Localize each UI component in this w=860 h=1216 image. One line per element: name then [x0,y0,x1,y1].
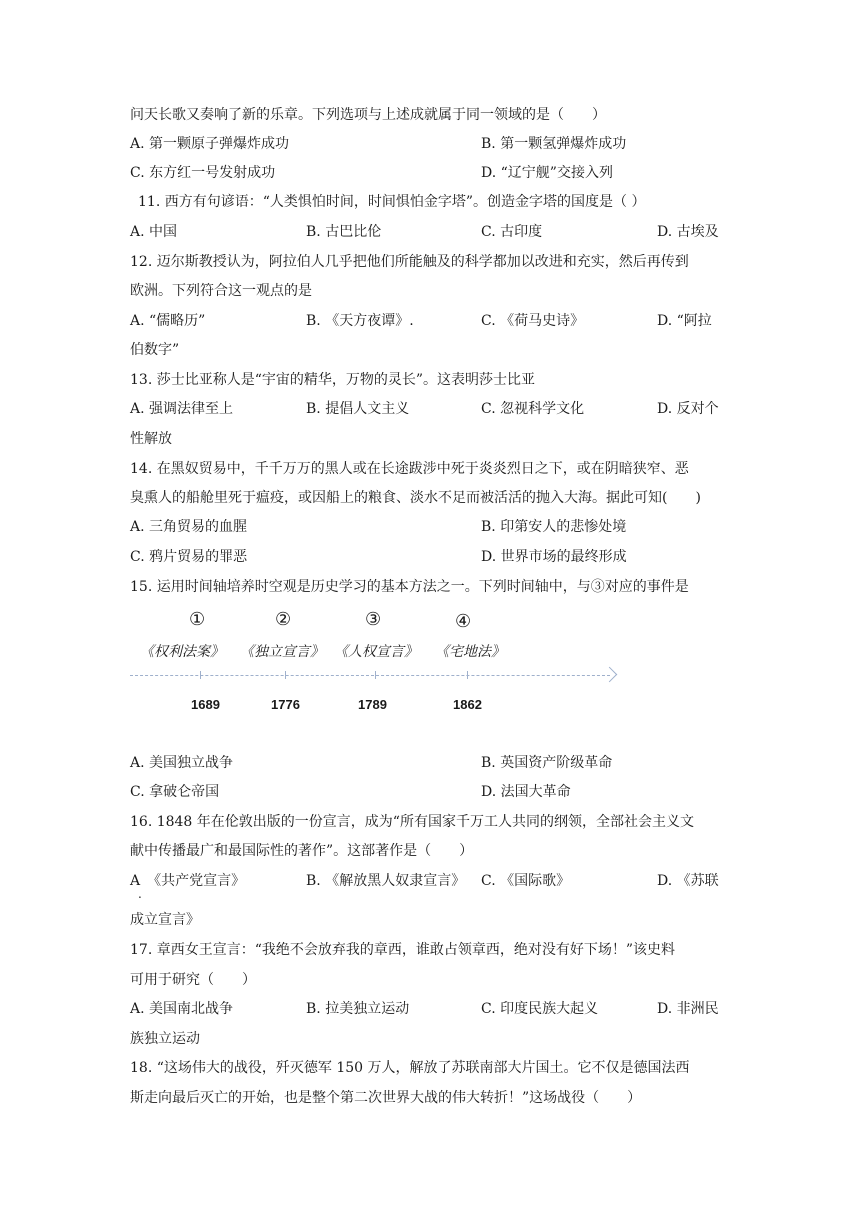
q11-option-b: B. 古巴比伦 [306,224,382,240]
q11-option-a: A. 中国 [130,224,178,240]
q15-option-a: A. 美国独立战争 [130,755,234,771]
timeline-doc-3: 《人权宣言》 [334,644,418,660]
q10-stem-tail: 问天长歌又奏响了新的乐章。下列选项与上述成就属于同一领域的是（ ） [130,107,606,123]
q12-option-a: A. “儒略历” [130,313,206,329]
q17-stem-line1: 17. 章西女王宣言：“我绝不会放弃我的章西，谁敢占领章西，绝对没有好下场！”该史料 [130,942,676,958]
q16-stem-line1: 16. 1848 年在伦敦出版的一份宣言，成为“所有国家千万工人共同的纲领，全部社会主义文 [130,814,694,830]
q12-option-d-wrap: 伯数字” [130,342,180,358]
timeline-tick [200,671,201,679]
timeline-mark-3: ③ [365,609,382,630]
q13-option-d: D. 反对个 [657,401,719,417]
timeline-doc-1: 《权利法案》 [140,644,224,660]
q16-dot: . [138,887,142,901]
timeline-mark-1: ① [189,609,206,630]
timeline-year-2: 1776 [271,697,300,712]
q16-option-a: A 《共产党宣言》 [130,873,246,889]
q16-stem-line2: 献中传播最广和最国际性的著作”。这部著作是（ ） [130,843,474,859]
q17-stem-line2: 可用于研究（ ） [130,972,256,988]
q13-option-a: A. 强调法律至上 [130,401,234,417]
timeline-figure [130,610,630,720]
timeline-doc-4: 《宅地法》 [435,644,505,660]
timeline-mark-4: ④ [455,611,472,632]
q10-option-c: C. 东方红一号发射成功 [130,165,276,181]
q15-option-b: B. 英国资产阶级革命 [481,755,613,771]
q12-option-d: D. “阿拉 [657,313,712,329]
timeline-doc-2: 《独立宣言》 [240,644,324,660]
q12-stem-line1: 12. 迈尔斯教授认为，阿拉伯人几乎把他们所能触及的科学都加以改进和充实，然后再传到 [130,254,689,270]
q18-stem-line2: 斯走向最后灭亡的开始，也是整个第二次世界大战的伟大转折！”这场战役（ ） [130,1090,642,1106]
q16-option-d: D. 《苏联 [657,873,719,889]
q14-option-c: C. 鸦片贸易的罪恶 [130,549,248,565]
q17-option-c: C. 印度民族大起义 [481,1001,599,1017]
timeline-axis [130,675,610,676]
q18-stem-line1: 18. “这场伟大的战役，歼灭德军 150 万人，解放了苏联南部大片国土。它不仅是德国法西 [130,1060,690,1076]
q11-option-c: C. 古印度 [481,224,543,240]
timeline-tick [285,671,286,679]
q15-option-c: C. 拿破仑帝国 [130,784,220,800]
q10-option-d: D. “辽宁舰”交接入列 [481,165,613,181]
q10-option-a: A. 第一颗原子弹爆炸成功 [130,136,290,152]
q17-option-a: A. 美国南北战争 [130,1001,234,1017]
q13-option-d-wrap: 性解放 [130,431,172,447]
timeline-arrow-icon [602,667,618,683]
q14-option-d: D. 世界市场的最终形成 [481,549,627,565]
timeline-tick [375,671,376,679]
timeline-year-3: 1789 [358,697,387,712]
q14-stem-line2: 臭熏人的船舱里死于瘟疫，或因船上的粮食、淡水不足而被活活的抛入大海。据此可知( ) [130,490,701,506]
timeline-year-4: 1862 [453,697,482,712]
q14-stem-line1: 14. 在黑奴贸易中，千千万万的黑人或在长途跋涉中死于炎炎烈日之下，或在阴暗狭窄、恶 [130,461,689,477]
q14-option-b: B. 印第安人的悲惨处境 [481,519,627,535]
q17-option-d: D. 非洲民 [657,1001,719,1017]
timeline-year-1: 1689 [191,697,220,712]
q17-option-d-wrap: 族独立运动 [130,1031,200,1047]
q12-stem-line2: 欧洲。下列符合这一观点的是 [130,283,312,299]
q16-option-d-wrap: 成立宣言》 [130,912,200,928]
timeline-mark-2: ② [275,609,292,630]
q16-option-c: C. 《国际歌》 [481,873,571,889]
q13-stem: 13. 莎士比亚称人是“宇宙的精华，万物的灵长”。这表明莎士比亚 [130,372,536,388]
timeline-tick [467,671,468,679]
q10-option-b: B. 第一颗氢弹爆炸成功 [481,136,627,152]
q16-option-b: B. 《解放黑人奴隶宣言》 [306,873,466,889]
q15-option-d: D. 法国大革命 [481,784,571,800]
q13-option-c: C. 忽视科学文化 [481,401,585,417]
q13-option-b: B. 提倡人文主义 [306,401,410,417]
q12-option-b: B. 《天方夜谭》. [306,313,414,329]
q12-option-c: C. 《荷马史诗》 [481,313,585,329]
q11-option-d: D. 古埃及 [657,224,719,240]
q15-stem: 15. 运用时间轴培养时空观是历史学习的基本方法之一。下列时间轴中，与③对应的事件是 [130,579,689,595]
q17-option-b: B. 拉美独立运动 [306,1001,410,1017]
q14-option-a: A. 三角贸易的血腥 [130,519,248,535]
q11-stem: 11. 西方有句谚语：“人类惧怕时间，时间惧怕金字塔”。创造金字塔的国度是（ ） [138,194,646,210]
